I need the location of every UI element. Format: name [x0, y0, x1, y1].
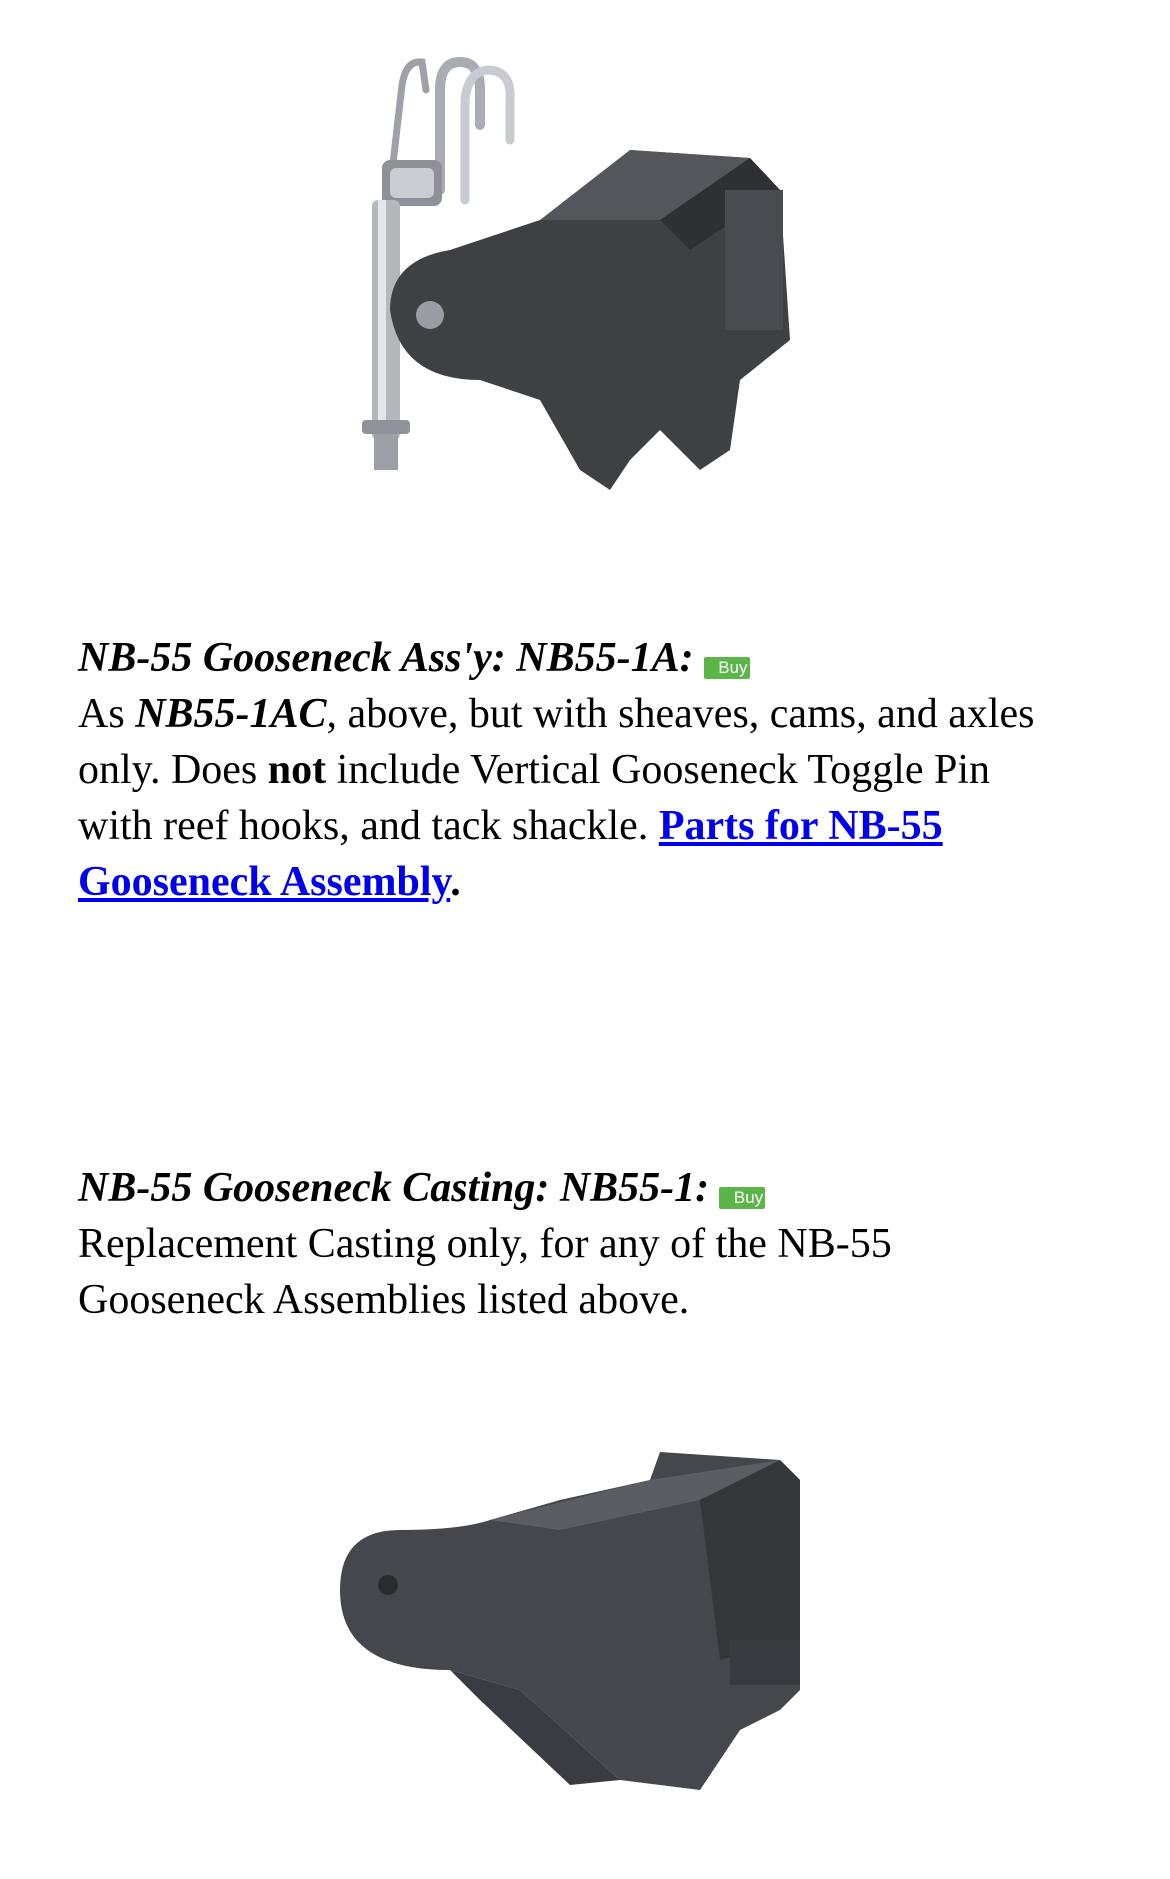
assembly-section — [78, 630, 1038, 910]
assembly-desc-mid: , above, but with sheaves, cams, and axles only. Does — [78, 691, 1035, 793]
assembly-ref-code: NB55-1AC — [135, 691, 327, 737]
assembly-desc-not: not — [267, 747, 327, 793]
assembly-desc-as: As — [78, 691, 136, 737]
gooseneck-casting-image — [320, 1440, 820, 1800]
assembly-buy-button[interactable]: Buy — [704, 657, 750, 679]
parts-link[interactable]: Parts for NB-55 Gooseneck Assembly — [78, 803, 943, 905]
gooseneck-assembly-image — [330, 50, 810, 520]
casting-heading: NB-55 Gooseneck Casting: NB55-1: — [78, 1165, 710, 1211]
casting-section — [78, 1160, 1038, 1328]
assembly-desc-end: include Vertical Gooseneck Toggle Pin with reef hooks, and tack shackle. — [78, 747, 990, 849]
casting-buy-button[interactable]: Buy — [719, 1187, 765, 1209]
assembly-heading: NB-55 Gooseneck Ass'y: NB55-1A: — [78, 635, 694, 681]
casting-description: Replacement Casting only, for any of the NB-55 Gooseneck Assemblies listed above. — [78, 1221, 892, 1323]
assembly-trailing-period: . — [450, 859, 461, 905]
